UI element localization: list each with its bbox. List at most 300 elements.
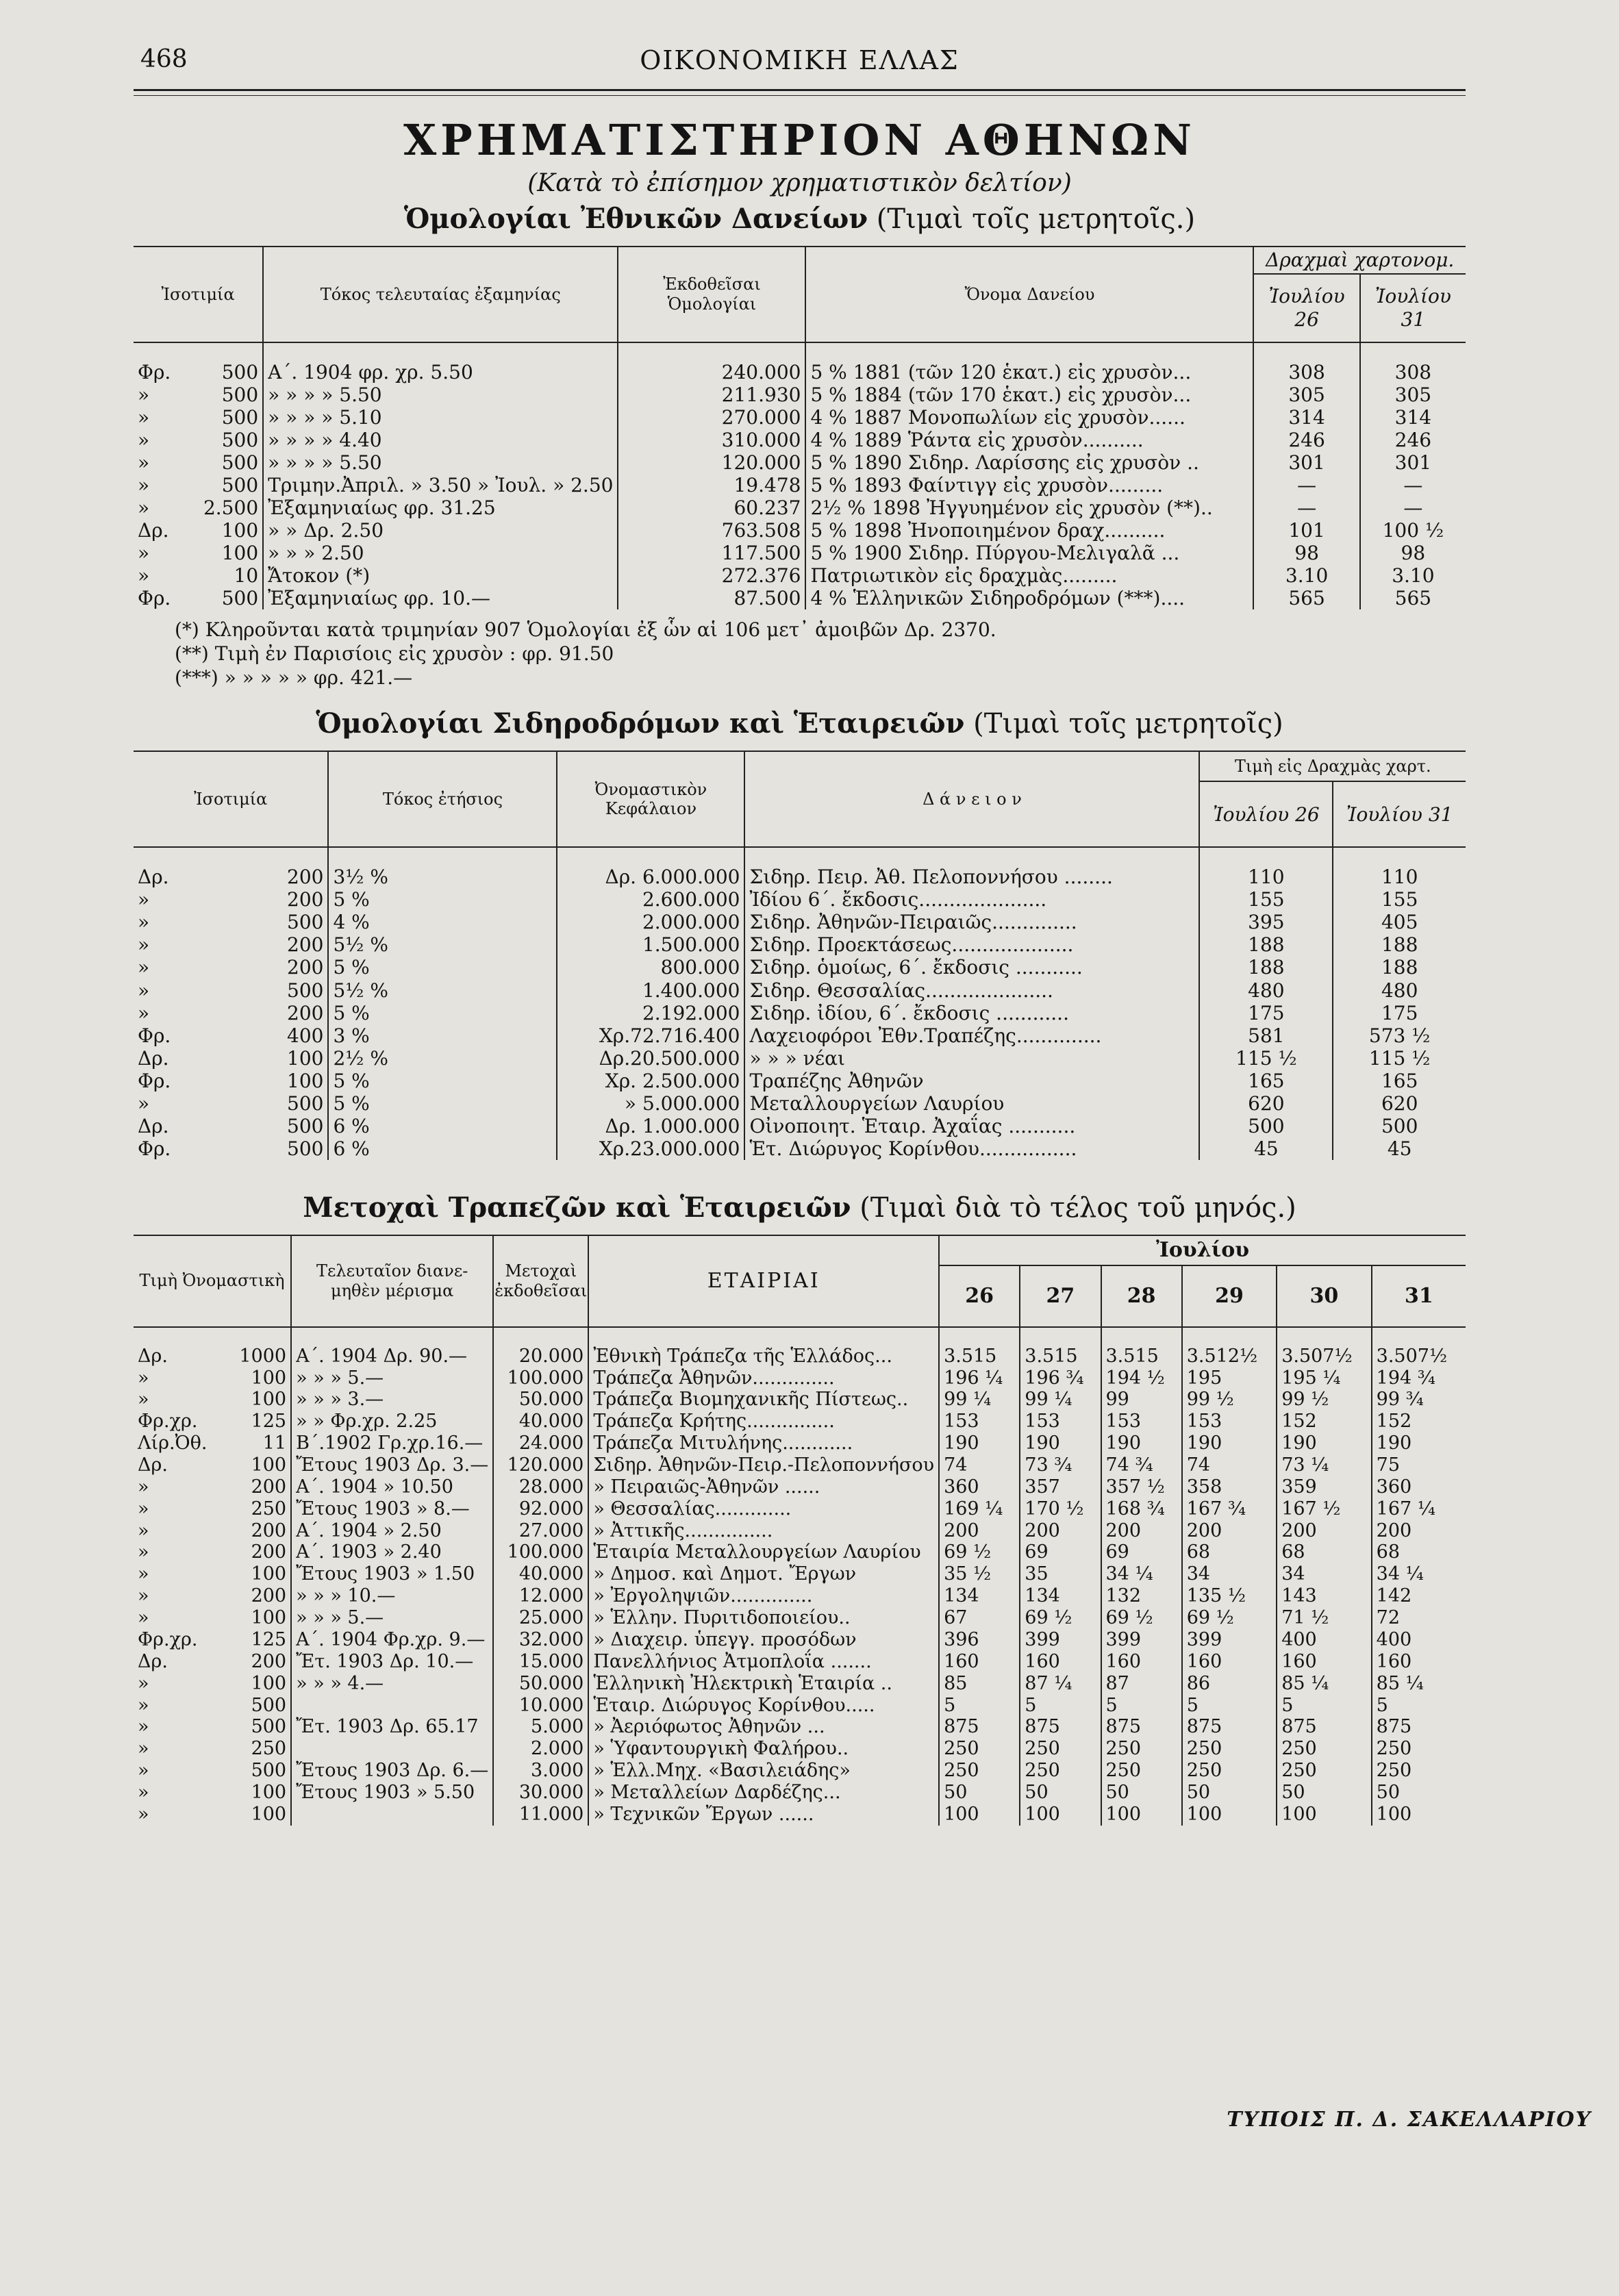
table-cell: 5	[1277, 1695, 1371, 1717]
table-cell: 160	[1101, 1651, 1182, 1673]
table-cell: 310.000	[618, 429, 805, 451]
table-cell: 155	[1199, 888, 1333, 911]
table-cell: Α΄. 1904 » 10.50	[291, 1476, 493, 1498]
table-row	[134, 1498, 1466, 1520]
table-cell: 69	[1020, 1541, 1101, 1563]
table-cell: 115 ½	[1199, 1047, 1333, 1070]
table-cell: 250	[1182, 1738, 1277, 1760]
table-cell: »	[138, 406, 150, 429]
table-cell: 110	[1333, 847, 1466, 888]
table-cell: 5 %	[328, 888, 557, 911]
table-cell: Τραπέζης Ἀθηνῶν	[744, 1070, 1199, 1092]
table-cell: Λαχειοφόροι Ἐθν.Τραπέζης..............	[744, 1024, 1199, 1047]
t2-header-isotimia: Ἰσοτιμία	[194, 789, 268, 809]
table-cell: 3.515	[1020, 1327, 1101, 1367]
table-cell: Φρ.	[138, 1137, 171, 1160]
table-row	[134, 1563, 1466, 1585]
table-cell: 142	[1372, 1585, 1466, 1607]
table-row	[134, 1695, 1466, 1717]
day-header-26: 26	[939, 1265, 1020, 1327]
table-cell: »	[138, 1607, 149, 1629]
table-row	[134, 1002, 1466, 1024]
table-cell: 500	[251, 1694, 287, 1716]
table-cell: 50.000	[493, 1389, 588, 1411]
table-cell: 875	[1182, 1716, 1277, 1738]
table-cell: 100.000	[493, 1541, 588, 1563]
journal-title: ΟΙΚΟΝΟΜΙΚΗ ΕΛΛΑΣ	[640, 45, 959, 75]
table-cell: 152	[1372, 1411, 1466, 1433]
table-cell: 10	[234, 564, 259, 588]
table-cell: 2½ %	[328, 1047, 557, 1070]
table-cell: 69	[1101, 1541, 1182, 1563]
table-cell: 188	[1333, 933, 1466, 956]
table-cell: 200	[251, 1541, 287, 1563]
table-row	[134, 1454, 1466, 1476]
table2-title-bold: Ὁμολογίαι Σιδηροδρόμων καὶ Ἑταιρειῶν	[316, 707, 965, 740]
table-row	[134, 1092, 1466, 1115]
table-cell: 565	[1253, 587, 1359, 609]
table-cell: »	[138, 1541, 149, 1563]
table-cell: Σιδηρ. Πειρ. Ἀθ. Πελοποννήσου ........	[744, 847, 1199, 888]
table-cell: Δρ.	[138, 1650, 168, 1672]
table-cell: 314	[1253, 406, 1359, 429]
table-cell: 200	[287, 956, 324, 979]
table-cell: 3 %	[328, 1024, 557, 1047]
table-cell: 194 ¾	[1372, 1367, 1466, 1389]
table-row	[134, 587, 1466, 609]
table-row	[134, 1738, 1466, 1760]
table-cell: 50.000	[493, 1673, 588, 1695]
table-cell: 250	[1020, 1760, 1101, 1782]
table-cell: 100	[287, 1046, 324, 1070]
table-cell: 73 ¼	[1277, 1454, 1371, 1476]
table-cell: 99 ½	[1277, 1389, 1371, 1411]
table-cell: »	[138, 911, 150, 934]
table-row	[134, 1716, 1466, 1738]
table-cell: »	[138, 888, 150, 911]
table-cell: 200	[251, 1476, 287, 1498]
table-cell: 68	[1372, 1541, 1466, 1563]
table-cell: 5 % 1884 (τῶν 170 ἑκατ.) εἰς χρυσὸν...	[805, 383, 1253, 406]
table-cell: 5 %	[328, 1002, 557, 1024]
table-cell: 357	[1020, 1476, 1101, 1498]
table-cell: Ἐθνικὴ Τράπεζα τῆς Ἑλλάδος...	[588, 1327, 939, 1367]
table-cell: 2.192.000	[557, 1002, 744, 1024]
table-cell: 2.000.000	[557, 911, 744, 933]
table-cell: 100	[251, 1389, 287, 1411]
table-cell: 100 ½	[1360, 519, 1466, 542]
table-cell: 500	[287, 979, 324, 1002]
table-row	[134, 1047, 1466, 1070]
table-cell: Φρ.χρ.	[138, 1628, 198, 1650]
table-cell: Χρ.23.000.000	[557, 1137, 744, 1160]
table-cell: »	[138, 1389, 149, 1411]
table-cell: 200	[1020, 1520, 1101, 1542]
table-cell: 875	[1277, 1716, 1371, 1738]
table-cell: 100.000	[493, 1367, 588, 1389]
table-cell: 500	[221, 429, 259, 452]
table-cell: 152	[1277, 1411, 1371, 1433]
table-cell: Ἔτους 1903 Δρ. 3.—	[291, 1454, 493, 1476]
table-row	[134, 1760, 1466, 1782]
table-cell: 2½ % 1898 Ἠγγυημένον εἰς χρυσὸν (**)..	[805, 496, 1253, 519]
table-cell: 11.000	[493, 1804, 588, 1826]
table-cell: » » » » 5.50	[263, 383, 618, 406]
table-cell: 75	[1372, 1454, 1466, 1476]
table-cell: 246	[1253, 429, 1359, 451]
table-cell: 195	[1182, 1367, 1277, 1389]
table-cell: 305	[1253, 383, 1359, 406]
table-cell: » Μεταλλείων Δαρδέζης...	[588, 1782, 939, 1804]
table-cell: 500	[251, 1716, 287, 1738]
table-row	[134, 474, 1466, 496]
table-cell: 500	[1333, 1115, 1466, 1137]
table-cell: 100	[1101, 1804, 1182, 1826]
day-header-27: 27	[1020, 1265, 1101, 1327]
table-cell: 74 ¾	[1101, 1454, 1182, 1476]
table-row	[134, 1651, 1466, 1673]
table-cell: 3.507½	[1372, 1327, 1466, 1367]
table-cell: Ἐξαμηνιαίως φρ. 10.—	[263, 587, 618, 609]
table-cell: 101	[1253, 519, 1359, 542]
table-cell: 195 ¼	[1277, 1367, 1371, 1389]
table-cell: » Διαχειρ. ὑπεγγ. προσόδων	[588, 1629, 939, 1651]
table-cell: 5½ %	[328, 933, 557, 956]
table-cell: 167 ½	[1277, 1498, 1371, 1520]
day-header-30: 30	[1277, 1265, 1371, 1327]
table-cell: 500	[221, 451, 259, 475]
table-cell: » Ἀεριόφωτος Ἀθηνῶν ...	[588, 1716, 939, 1738]
table3-title-rest: (Τιμαὶ διὰ τὸ τέλος τοῦ μηνός.)	[859, 1191, 1296, 1224]
table-cell: 5.000	[493, 1716, 588, 1738]
t1-header-drachmai: Δραχμαὶ χαρτονομ.	[1253, 247, 1466, 274]
table-cell: 98	[1360, 542, 1466, 564]
table-cell: » Τεχνικῶν Ἔργων ......	[588, 1804, 939, 1826]
table-cell: 3.10	[1253, 564, 1359, 587]
table-cell: 5	[1020, 1695, 1101, 1717]
table-cell: Ἔτους 1903 » 1.50	[291, 1563, 493, 1585]
table-cell: »	[138, 564, 150, 588]
table-cell: Φρ.	[138, 361, 171, 383]
table-cell: 117.500	[618, 542, 805, 564]
table-cell: Φρ.	[138, 1024, 171, 1047]
table-cell: Φρ.	[138, 587, 171, 610]
table-cell: 620	[1199, 1092, 1333, 1115]
note-1: (*) Κληροῦνται κατὰ τριμηνίαν 907 Ὁμολογίαι ἐξ ὧν αἱ 106 μετ᾿ ἀμοιβῶν Δρ. 2370.	[175, 618, 996, 642]
table-cell: » » » 3.—	[291, 1389, 493, 1411]
table-row	[134, 1137, 1466, 1160]
t1-header-tokos: Τόκος τελευταίας ἐξαμηνίας	[263, 247, 618, 342]
table-cell: Τράπεζα Μιτυλήνης............	[588, 1433, 939, 1454]
table-cell: Δρ.20.500.000	[557, 1047, 744, 1070]
table-cell: 135 ½	[1182, 1585, 1277, 1607]
table-cell: 120.000	[493, 1454, 588, 1476]
table-row	[134, 429, 1466, 451]
table-cell: 358	[1182, 1476, 1277, 1498]
table-cell: 87	[1101, 1673, 1182, 1695]
table-cell: » » » » 4.40	[263, 429, 618, 451]
table-cell: Μεταλλουργείων Λαυρίου	[744, 1092, 1199, 1115]
table-cell: Τράπεζα Ἀθηνῶν..............	[588, 1367, 939, 1389]
table-cell: 4 % 1889 Ῥάντα εἰς χρυσὸν..........	[805, 429, 1253, 451]
table-cell: 3½ %	[328, 847, 557, 888]
table-cell: Σιδηρ. Θεσσαλίας.....................	[744, 979, 1199, 1002]
table-cell: 200	[287, 1001, 324, 1024]
table-cell: 35	[1020, 1563, 1101, 1585]
table-cell: 2.600.000	[557, 888, 744, 911]
table-cell: 50	[1020, 1782, 1101, 1804]
table-cell: Δρ.	[138, 1454, 168, 1476]
table-cell: 359	[1277, 1476, 1371, 1498]
table3-title-bold: Μετοχαὶ Τραπεζῶν καὶ Ἑταιρειῶν	[303, 1191, 851, 1224]
table-cell: 34	[1182, 1563, 1277, 1585]
table-cell: 71 ½	[1277, 1607, 1371, 1629]
table-cell: 153	[1182, 1411, 1277, 1433]
table-cell: 1.500.000	[557, 933, 744, 956]
table-cell: Σιδηρ. Ἀθηνῶν-Πειρ.-Πελοποννήσου	[588, 1454, 939, 1476]
table-cell: 190	[939, 1433, 1020, 1454]
table-cell: Ἔτ. 1903 Δρ. 10.—	[291, 1651, 493, 1673]
table-cell: 875	[1372, 1716, 1466, 1738]
t3-header-etairiai: ΕΤΑΙΡΙΑΙ	[588, 1235, 939, 1327]
table-cell: 3.515	[1101, 1327, 1182, 1367]
t1-header-jul26: Ἰουλίου 26	[1253, 274, 1359, 342]
table-row	[134, 496, 1466, 519]
table-cell: 211.930	[618, 383, 805, 406]
table-cell: 25.000	[493, 1607, 588, 1629]
header-rule	[134, 89, 1466, 91]
table-cell: —	[1360, 474, 1466, 496]
table-cell: »	[138, 1803, 149, 1825]
table-cell: »	[138, 1585, 149, 1607]
table-cell: Ἑταιρ. Διώρυγος Κορίνθου.....	[588, 1695, 939, 1717]
table-cell: 169 ¼	[939, 1498, 1020, 1520]
table-cell: 85 ¼	[1372, 1673, 1466, 1695]
table-row	[134, 1804, 1466, 1826]
table-cell: 60.237	[618, 496, 805, 519]
table-cell: » Ὑφαντουργικὴ Φαλήρου..	[588, 1738, 939, 1760]
table-cell: 34	[1277, 1563, 1371, 1585]
table-cell: 2.500	[203, 496, 259, 520]
table-cell: 170 ½	[1020, 1498, 1101, 1520]
page-number: 468	[140, 45, 188, 73]
table-cell: »	[138, 1672, 149, 1694]
main-title: ΧΡΗΜΑΤΙΣΤΗΡΙΟΝ ΑΘΗΝΩΝ	[403, 115, 1196, 165]
table-cell: 6 %	[328, 1115, 557, 1137]
table-cell: 160	[1020, 1651, 1101, 1673]
table-cell: 250	[251, 1738, 287, 1760]
table-row	[134, 1541, 1466, 1563]
table-cell: Δρ.	[138, 1046, 169, 1070]
table-cell: Τράπεζα Βιομηχανικῆς Πίστεως..	[588, 1389, 939, 1411]
table-cell: Ἑταιρία Μεταλλουργείων Λαυρίου	[588, 1541, 939, 1563]
table-cell: Ἔτους 1903 » 8.—	[291, 1498, 493, 1520]
table-cell: 396	[939, 1629, 1020, 1651]
table-cell: Σιδηρ. Προεκτάσεως....................	[744, 933, 1199, 956]
table-cell: 250	[1101, 1760, 1182, 1782]
table-cell: Τράπεζα Κρήτης...............	[588, 1411, 939, 1433]
table-cell: » Ἑλλ.Μηχ. «Βασιλειάδης»	[588, 1760, 939, 1782]
table-cell: 480	[1333, 979, 1466, 1002]
table-cell: 85 ¼	[1277, 1673, 1371, 1695]
table-row	[134, 383, 1466, 406]
table3-title	[134, 1191, 1466, 1224]
table-cell: 246	[1360, 429, 1466, 451]
table-cell: 34 ¼	[1101, 1563, 1182, 1585]
table-cell: 5½ %	[328, 979, 557, 1002]
table-cell: 305	[1360, 383, 1466, 406]
table-cell: Δρ.	[138, 1345, 168, 1367]
table-cell: »	[138, 979, 150, 1002]
table-cell: 3.507½	[1277, 1327, 1371, 1367]
table-cell: »	[138, 429, 150, 452]
table-cell: Δρ. 6.000.000	[557, 847, 744, 888]
table-cell: 125	[251, 1628, 287, 1650]
table-cell: 240.000	[618, 342, 805, 383]
table-cell: 301	[1360, 451, 1466, 474]
table-cell: Ἰδίου 6΄. ἔκδοσις.....................	[744, 888, 1199, 911]
table-cell: 167 ¾	[1182, 1498, 1277, 1520]
table-cell: 5	[1101, 1695, 1182, 1717]
table-row	[134, 1476, 1466, 1498]
table-cell: » Δημοσ. καὶ Δημοτ. Ἔργων	[588, 1563, 939, 1585]
table-cell: »	[138, 1716, 149, 1738]
table-cell: Α΄. 1903 » 2.40	[291, 1541, 493, 1563]
table-cell: » Ἐργοληψιῶν..............	[588, 1585, 939, 1607]
table-cell: 500	[1199, 1115, 1333, 1137]
table-cell: 99 ¼	[939, 1389, 1020, 1411]
table-cell: 100	[251, 1672, 287, 1694]
table-cell: 100	[287, 1069, 324, 1092]
table-cell: 73 ¾	[1020, 1454, 1101, 1476]
table-cell: 74	[939, 1454, 1020, 1476]
table-cell: 4 % 1887 Μονοπωλίων εἰς χρυσὸν......	[805, 406, 1253, 429]
table-cell: 85	[939, 1673, 1020, 1695]
table-cell: 875	[1020, 1716, 1101, 1738]
table-row	[134, 1782, 1466, 1804]
table-cell: 92.000	[493, 1498, 588, 1520]
table-cell: 30.000	[493, 1782, 588, 1804]
table2	[134, 750, 1466, 1159]
table-row	[134, 911, 1466, 933]
table-cell: 500	[221, 587, 259, 610]
table-row	[134, 1115, 1466, 1137]
table-cell: 565	[1360, 587, 1466, 609]
t1-header-onoma: Ὄνομα Δανείου	[805, 247, 1253, 342]
table1-title-rest: (Τιμαὶ τοῖς μετρητοῖς.)	[876, 203, 1196, 235]
table-cell: 200	[287, 866, 324, 889]
table-cell: 134	[939, 1585, 1020, 1607]
table-cell: Ἐξαμηνιαίως φρ. 31.25	[263, 496, 618, 519]
table-cell: 250	[939, 1760, 1020, 1782]
table-cell: Σιδηρ. Ἀθηνῶν-Πειραιῶς..............	[744, 911, 1199, 933]
table-cell: 98	[1253, 542, 1359, 564]
table-cell: Πανελλήνιος Ἀτμοπλοΐα .......	[588, 1651, 939, 1673]
table-cell: 763.508	[618, 519, 805, 542]
table-cell: Οἰνοποιητ. Ἑταιρ. Ἀχαΐας ...........	[744, 1115, 1199, 1137]
table-cell: 165	[1199, 1070, 1333, 1092]
table-cell: 200	[287, 933, 324, 957]
table-cell: 110	[1199, 847, 1333, 888]
table-cell: Φρ.	[138, 1069, 171, 1092]
table-cell: »	[138, 474, 150, 497]
table-cell: 5 %	[328, 956, 557, 979]
table-cell: 67	[939, 1607, 1020, 1629]
table-cell: 200	[939, 1520, 1020, 1542]
table-cell: 200	[287, 888, 324, 911]
table-cell: 200	[1372, 1520, 1466, 1542]
table-cell: 27.000	[493, 1520, 588, 1542]
table-cell: »	[138, 451, 150, 475]
table-cell: 168 ¾	[1101, 1498, 1182, 1520]
table-cell: 250	[1372, 1738, 1466, 1760]
t3-header-timi: Τιμὴ Ὀνομαστικὴ	[139, 1271, 285, 1291]
table-cell: 100	[221, 519, 259, 542]
table-cell: 100	[1182, 1804, 1277, 1826]
day-header-31: 31	[1372, 1265, 1466, 1327]
table-cell: 100	[251, 1781, 287, 1803]
t2-header-jul26: Ἰουλίου 26	[1199, 781, 1333, 847]
table-cell: 270.000	[618, 406, 805, 429]
table-cell: 132	[1101, 1585, 1182, 1607]
table3-body	[134, 1327, 1466, 1826]
table-cell: 167 ¼	[1372, 1498, 1466, 1520]
table-cell: 5	[1372, 1695, 1466, 1717]
table-cell: » Θεσσαλίας.............	[588, 1498, 939, 1520]
table-row	[134, 342, 1466, 383]
table-row	[134, 979, 1466, 1002]
running-head	[134, 27, 1466, 89]
table-cell: »	[138, 1760, 149, 1782]
table-cell: 250	[939, 1738, 1020, 1760]
table-cell: 190	[1277, 1433, 1371, 1454]
header-rule-thin	[134, 95, 1466, 96]
table-cell: Ἔτους 1903 » 5.50	[291, 1782, 493, 1804]
table-cell: » 5.000.000	[557, 1092, 744, 1115]
table-row	[134, 1367, 1466, 1389]
table-row	[134, 406, 1466, 429]
table-row	[134, 1673, 1466, 1695]
table-cell: 200	[251, 1650, 287, 1672]
table-cell: 160	[1372, 1651, 1466, 1673]
table-cell: 120.000	[618, 451, 805, 474]
table-row	[134, 1585, 1466, 1607]
table-cell: 500	[287, 911, 324, 934]
table-cell: 100	[1020, 1804, 1101, 1826]
table-cell: 250	[1101, 1738, 1182, 1760]
table1-body	[134, 342, 1466, 609]
table-cell: Δρ.	[138, 866, 169, 889]
t2-header-kefalaion: Ὀνομαστικὸν Κεφάλαιον	[557, 751, 744, 847]
table-cell: 68	[1277, 1541, 1371, 1563]
table-cell: » » » 5.—	[291, 1607, 493, 1629]
table-cell: 5 %	[328, 1092, 557, 1115]
t3-header-merisma: Τελευταῖον διανε-μηθὲν μέρισμα	[291, 1235, 493, 1327]
table-cell: 399	[1182, 1629, 1277, 1651]
day-header-29: 29	[1182, 1265, 1277, 1327]
table-cell: 45	[1199, 1137, 1333, 1160]
t2-header-tokos: Τόκος ἐτήσιος	[328, 751, 557, 847]
table-cell: 190	[1372, 1433, 1466, 1454]
table-cell: 50	[939, 1782, 1020, 1804]
table-cell: » Ἑλλην. Πυριτιδοποιείου..	[588, 1607, 939, 1629]
table-cell: 188	[1333, 956, 1466, 979]
table-cell: 196 ¼	[939, 1367, 1020, 1389]
table-cell: 301	[1253, 451, 1359, 474]
table-cell: Δρ.	[138, 519, 169, 542]
table-cell: 500	[287, 1114, 324, 1137]
table-cell: »	[138, 542, 150, 565]
